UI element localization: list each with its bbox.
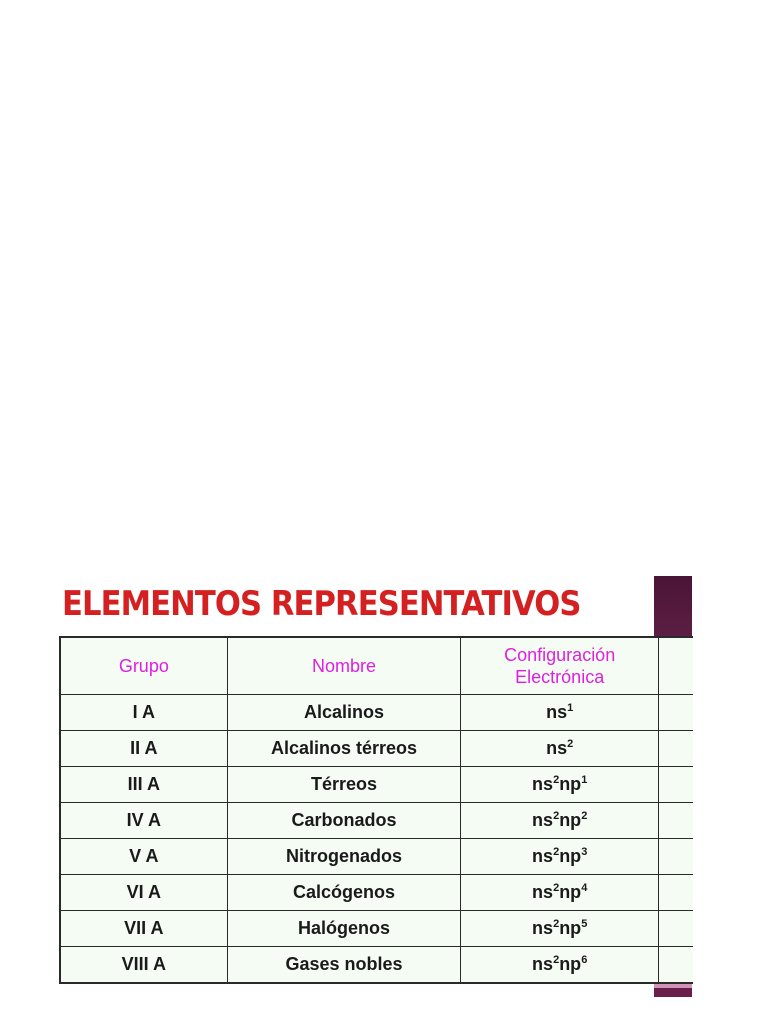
config-sup-s: 2 xyxy=(553,846,560,858)
header-spacer xyxy=(659,637,693,695)
row-spacer xyxy=(659,839,693,875)
config-base: ns xyxy=(546,738,568,758)
row-spacer xyxy=(659,731,693,767)
config-sup-s: 2 xyxy=(567,738,574,750)
table-row xyxy=(60,803,693,839)
config-mid: np xyxy=(559,810,582,830)
cell-grupo: III A xyxy=(60,767,227,803)
config-sup-s: 2 xyxy=(553,882,560,894)
config-mid: np xyxy=(559,918,582,938)
table-row xyxy=(60,767,693,803)
row-spacer xyxy=(659,875,693,911)
header-config-line1: Configuración xyxy=(504,645,616,665)
config-base: ns xyxy=(532,918,554,938)
cell-grupo: VI A xyxy=(60,875,227,911)
cell-nombre: Gases nobles xyxy=(227,947,461,984)
config-base: ns xyxy=(532,846,554,866)
config-mid: np xyxy=(559,954,582,974)
header-grupo: Grupo xyxy=(60,637,227,695)
cell-nombre: Halógenos xyxy=(227,911,461,947)
cell-configuracion xyxy=(461,695,659,731)
cell-grupo: V A xyxy=(60,839,227,875)
config-sup-s: 1 xyxy=(567,702,574,714)
table-row xyxy=(60,911,693,947)
cell-nombre: Alcalinos xyxy=(227,695,461,731)
cell-grupo: II A xyxy=(60,731,227,767)
config-base: ns xyxy=(532,954,554,974)
config-sup-p: 6 xyxy=(581,954,588,966)
header-config-line2: Electrónica xyxy=(515,667,605,687)
cell-configuracion xyxy=(461,947,659,984)
cell-configuracion xyxy=(461,839,659,875)
cell-grupo: VIII A xyxy=(60,947,227,984)
cell-configuracion xyxy=(461,767,659,803)
cell-nombre: Carbonados xyxy=(227,803,461,839)
config-base: ns xyxy=(546,702,568,722)
config-base: ns xyxy=(532,882,554,902)
row-spacer xyxy=(659,911,693,947)
config-sup-p: 1 xyxy=(581,774,588,786)
config-sup-s: 2 xyxy=(553,918,560,930)
cell-configuracion xyxy=(461,803,659,839)
config-base: ns xyxy=(532,810,554,830)
elements-table xyxy=(59,636,693,984)
cell-nombre: Alcalinos térreos xyxy=(227,731,461,767)
cell-configuracion xyxy=(461,911,659,947)
table-row xyxy=(60,875,693,911)
cell-nombre: Calcógenos xyxy=(227,875,461,911)
header-nombre: Nombre xyxy=(227,637,461,695)
config-mid: np xyxy=(559,882,582,902)
config-sup-s: 2 xyxy=(553,954,560,966)
config-sup-s: 2 xyxy=(553,810,560,822)
table-row xyxy=(60,731,693,767)
config-sup-p: 4 xyxy=(581,882,588,894)
cell-grupo: IV A xyxy=(60,803,227,839)
row-spacer xyxy=(659,767,693,803)
table-row xyxy=(60,947,693,984)
table-row xyxy=(60,839,693,875)
table-row xyxy=(60,695,693,731)
cell-nombre: Nitrogenados xyxy=(227,839,461,875)
table-header-row xyxy=(60,637,693,695)
row-spacer xyxy=(659,803,693,839)
config-sup-p: 3 xyxy=(581,846,588,858)
config-mid: np xyxy=(559,846,582,866)
config-sup-p: 5 xyxy=(581,918,588,930)
row-spacer xyxy=(659,695,693,731)
config-base: ns xyxy=(532,774,554,794)
row-spacer xyxy=(659,947,693,984)
config-sup-p: 2 xyxy=(581,810,588,822)
cell-grupo: VII A xyxy=(60,911,227,947)
cell-grupo: I A xyxy=(60,695,227,731)
cell-configuracion xyxy=(461,731,659,767)
config-sup-s: 2 xyxy=(553,774,560,786)
cell-configuracion xyxy=(461,875,659,911)
header-configuracion xyxy=(461,637,659,695)
config-mid: np xyxy=(559,774,582,794)
cell-nombre: Térreos xyxy=(227,767,461,803)
slide-title: ELEMENTOS REPRESENTATIVOS xyxy=(62,584,581,624)
